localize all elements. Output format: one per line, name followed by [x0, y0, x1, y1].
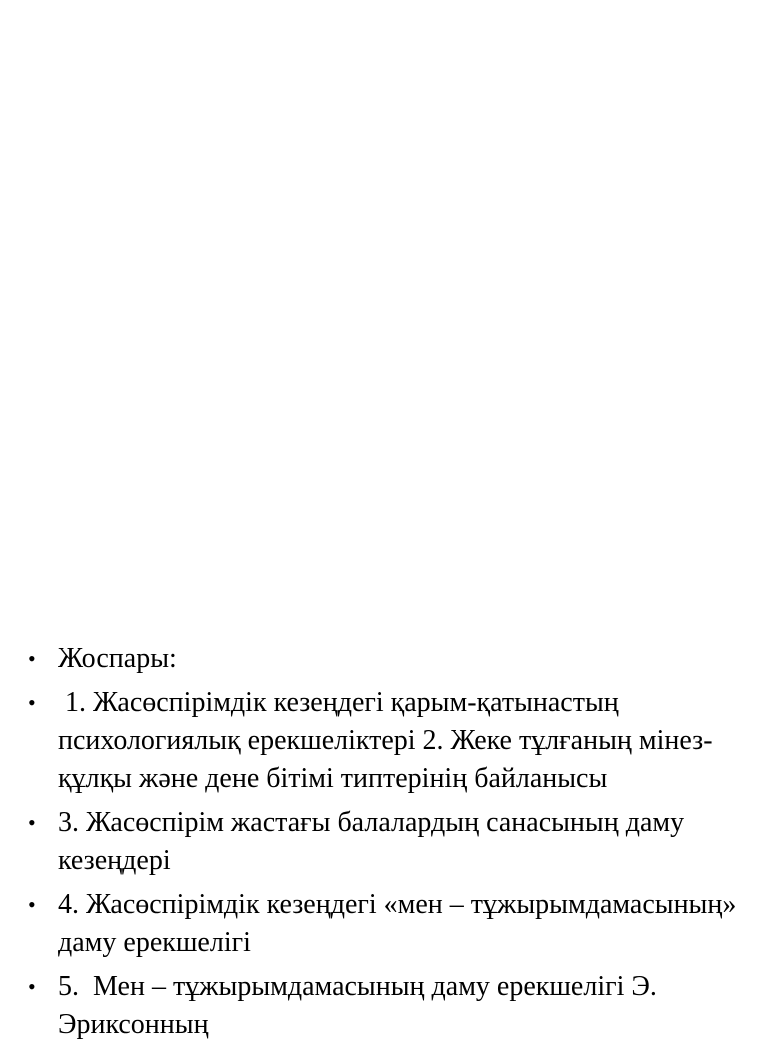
list-item — [28, 684, 738, 798]
plan-item-text: 5. Мен – тұжырымдамасының даму ерекшелігі Э. Эриксонның — [58, 971, 664, 1040]
bullet-icon: • — [28, 892, 36, 917]
list-item — [28, 968, 738, 1044]
plan-item-text: 3. Жасөспірім жастағы балалардың санасының даму кезеңдері — [58, 807, 692, 876]
list-item — [28, 804, 738, 880]
plan-item-text: 4. Жасөспірімдік кезеңдегі «мен – тұжырымдамасының» даму ерекшелігі — [58, 889, 744, 958]
plan-heading: Жоспары: — [58, 643, 177, 674]
plan-bullet-list — [28, 640, 744, 1050]
bullet-icon: • — [28, 690, 36, 715]
plan-item-text: 1. Жасөспірімдік кезеңдегі қарым-қатынастың психологиялық ерекшеліктері 2. Жеке тұлғаның мінез-құлқы және дене бітімі типтерінің байланысы — [58, 687, 713, 794]
bullet-icon: • — [28, 646, 36, 671]
bullet-icon: • — [28, 810, 36, 835]
bullet-icon: • — [28, 974, 36, 999]
list-item — [28, 886, 744, 962]
list-item — [28, 640, 738, 678]
